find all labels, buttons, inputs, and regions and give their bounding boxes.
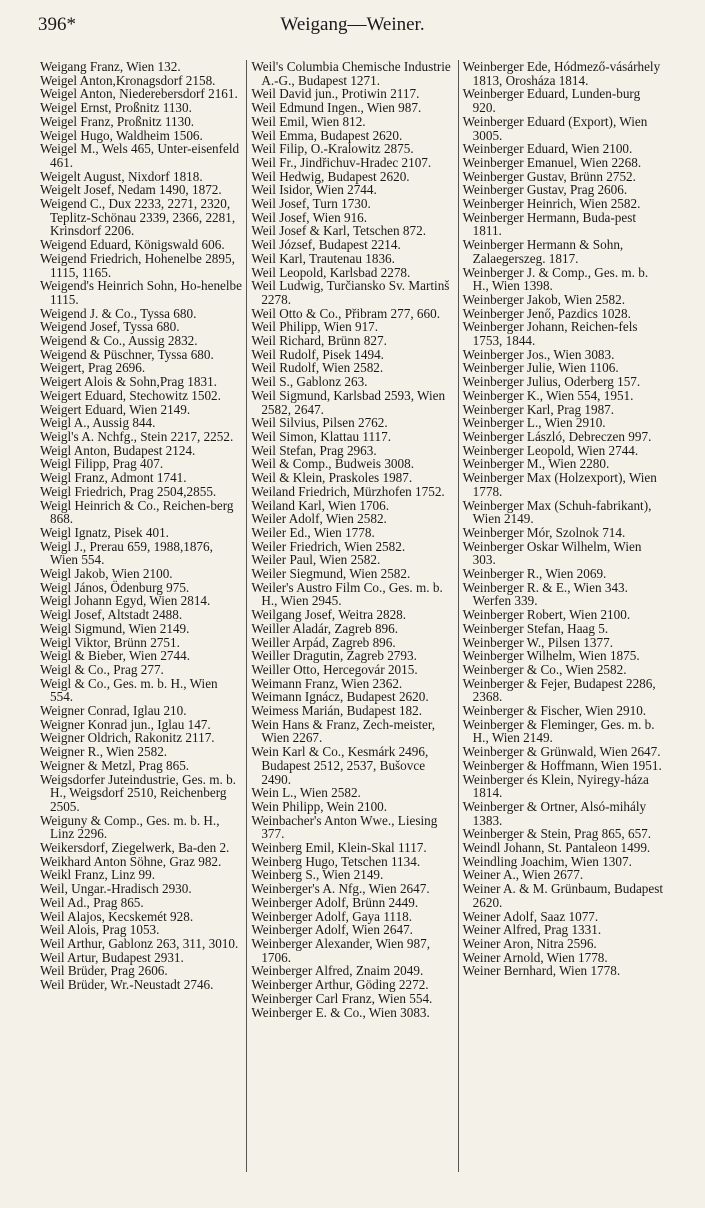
directory-entry: Weinberger & Stein, Prag 865, 657. [462,826,652,842]
directory-entry: Weinberger J. & Comp., Ges. m. b. H., Wien 1398. [462,264,649,294]
directory-entry: Weigl & Co., Ges. m. b. H., Wien 554. [40,675,218,705]
directory-entry: Weiner A. & M. Grünbaum, Budapest 2620. [462,881,664,910]
directory-entry: Weinberger Emanuel, Wien 2268. [462,154,642,170]
directory-entry: Weinberger & Grünwald, Wien 2647. [462,744,661,760]
directory-entry: Weil Silvius, Pilsen 2762. [251,415,388,431]
directory-entry: Weigner Konrad jun., Iglau 147. [40,716,211,732]
directory-entry: Weil Brüder, Wr.-Neustadt 2746. [40,977,214,993]
directory-entry: Weinberger M., Wien 2280. [462,456,610,472]
directory-entry: Weigl's A. Nchfg., Stein 2217, 2252. [40,428,234,444]
directory-entry: Weinberger & Co., Wien 2582. [462,661,627,677]
directory-entry: Weigend Friedrich, Hohenelbe 2895, 1115, 1165. [40,250,235,280]
directory-entry: Weigner Conrad, Iglau 210. [40,703,187,719]
directory-entry: Weigl Anton, Budapest 2124. [40,442,196,458]
directory-entry: Weiner Bernhard, Wien 1778. [462,963,621,979]
directory-entry: Weil Alajos, Kecskemét 928. [40,908,194,924]
directory-entry: Weil Josef & Karl, Tetschen 872. [251,223,426,239]
directory-entry: Weindl Johann, St. Pantaleon 1499. [462,840,651,856]
directory-entry: Weiner Arnold, Wien 1778. [462,949,608,965]
directory-entry: Weiner Adolf, Saaz 1077. [462,908,599,924]
directory-entry: Weigend Josef, Tyssa 680. [40,319,180,335]
directory-entry: Weikl Franz, Linz 99. [40,867,156,883]
directory-entry: Weinberger Oskar Wilhelm, Wien 303. [462,538,642,568]
directory-entry: Weinberger Adolf, Brünn 2449. [251,894,419,910]
directory-entry: Weigang Franz, Wien 132. [40,60,181,74]
directory-entry: Weiller Dragutin, Zagreb 2793. [251,648,417,664]
directory-entry: Weigend Eduard, Königswald 606. [40,237,225,253]
directory-entry: Weinberger Alfred, Znaim 2049. [251,963,424,979]
directory-entry: Wein Hans & Franz, Zech-meister, Wien 2267. [251,716,436,746]
directory-entry: Weinberger & Ortner, Alsó-mihály 1383. [462,798,647,828]
directory-columns [36,60,669,1172]
directory-entry: Weil Artur, Budapest 2931. [40,949,184,965]
directory-entry: Weindling Joachim, Wien 1307. [462,853,632,869]
directory-entry: Weigert Alois & Sohn,Prag 1831. [40,374,217,390]
directory-entry: Weinberger Adolf, Gaya 1118. [251,908,413,924]
directory-entry: Weinberger & Fleminger, Ges. m. b. H., Wien 2149. [462,716,655,746]
directory-entry: Weigend & Co., Aussig 2832. [40,333,198,349]
directory-entry: Weigelt August, Nixdorf 1818. [40,168,203,184]
directory-entry: Weil Alois, Prag 1053. [40,922,160,938]
directory-entry: Weinberger Karl, Prag 1987. [462,401,615,417]
directory-entry: Weinberger Ede, Hódmező-vásárhely 1813, Orosháza 1814. [462,60,661,88]
directory-entry: Wein L., Wien 2582. [251,785,361,801]
directory-entry: Weigner R., Wien 2582. [40,744,168,760]
directory-entry: Weinberger's A. Nfg., Wien 2647. [251,881,430,897]
directory-entry: Weiller Arpád, Zagreb 896. [251,634,396,650]
directory-entry: Weinberger & Hoffmann, Wien 1951. [462,757,662,773]
directory-entry: Weil Richard, Brünn 827. [251,333,387,349]
directory-entry: Weigner & Metzl, Prag 865. [40,757,190,773]
directory-entry: Weigend J. & Co., Tyssa 680. [40,305,197,321]
directory-entry: Weiler Friedrich, Wien 2582. [251,538,406,554]
directory-entry: Weigl Johann Egyd, Wien 2814. [40,593,211,609]
directory-entry: Weil's Columbia Chemische Industrie A.-G., Budapest 1271. [251,60,451,88]
directory-entry: Weinberger R., Wien 2069. [462,566,607,582]
directory-entry: Weiller Otto, Hercegovár 2015. [251,661,418,677]
directory-entry: Weiner Aron, Nitra 2596. [462,936,597,951]
directory-entry: Weiler Adolf, Wien 2582. [251,511,387,527]
directory-entry: Weigl János, Ödenburg 975. [40,579,190,595]
directory-entry: Weinberger E. & Co., Wien 3083. [251,1004,430,1020]
directory-entry: Weigl Jakob, Wien 2100. [40,566,173,582]
directory-entry: Weiler's Austro Film Co., Ges. m. b. H., Wien 2945. [251,579,443,609]
directory-entry: Weinberger Jos., Wien 3083. [462,346,615,362]
directory-entry: Weigl J., Prerau 659, 1988,1876, Wien 554. [40,538,213,568]
directory-entry: Weimann Franz, Wien 2362. [251,675,403,691]
directory-entry: Weinberger Adolf, Wien 2647. [251,922,413,938]
directory-entry: Weigl & Co., Prag 277. [40,661,164,677]
directory-entry: Weigner Oldrich, Rakonitz 2117. [40,730,215,746]
directory-entry: Weigelt Josef, Nedam 1490, 1872. [40,182,222,198]
directory-entry: Weil Arthur, Gablonz 263, 311, 3010. [40,936,239,951]
directory-entry: Weinberger Eduard (Export), Wien 3005. [462,113,648,143]
directory-entry: Weigert Eduard, Stechowitz 1502. [40,387,221,403]
directory-entry: Weigl Friedrich, Prag 2504,2855. [40,483,217,499]
directory-entry: Weigel Ernst, Proßnitz 1130. [40,100,192,116]
directory-entry: Weigl Franz, Admont 1741. [40,470,187,486]
directory-entry: Weinberg S., Wien 2149. [251,867,384,883]
directory-entry: Weinberger L., Wien 2910. [462,415,606,431]
directory-entry: Weil József, Budapest 2214. [251,237,401,253]
directory-entry: Weinberger Julius, Oderberg 157. [462,374,641,390]
directory-entry: Weigel Anton,Kronagsdorf 2158. [40,72,216,88]
directory-entry: Weinberg Hugo, Tetschen 1134. [251,853,421,869]
directory-entry: Weinberger Leopold, Wien 2744. [462,442,639,458]
directory-entry: Weiler Siegmund, Wien 2582. [251,566,411,582]
directory-entry: Weinberger & Fejer, Budapest 2286, 2368. [462,675,656,705]
directory-entry: Weiler Ed., Wien 1778. [251,524,375,540]
directory-entry: Weinberger Gustav, Prag 2606. [462,182,628,198]
page-header [38,14,667,40]
directory-entry: Weinberger K., Wien 554, 1951. [462,387,634,403]
directory-entry: Weigl & Bieber, Wien 2744. [40,648,190,664]
directory-entry: Weigsdorfer Juteindustrie, Ges. m. b. H., Weigsdorf 2510, Reichenberg 2505. [40,771,236,814]
directory-entry: Weigl Josef, Altstadt 2488. [40,607,183,623]
directory-entry: Weil Emil, Wien 812. [251,113,366,129]
directory-entry: Wein Philipp, Wein 2100. [251,798,388,814]
directory-entry: Weimann Ignácz, Budapest 2620. [251,689,429,705]
directory-entry: Weinberger R. & E., Wien 343. Werfen 339. [462,579,628,609]
directory-entry: Weigl Sigmund, Wien 2149. [40,620,190,636]
directory-entry: Weil Ludwig, Turčiansko Sv. Martinš 2278. [251,278,450,307]
directory-entry: Weigel Hugo, Waldheim 1506. [40,127,203,143]
directory-entry: Weil Josef, Turn 1730. [251,196,371,212]
directory-entry: Weigend's Heinrich Sohn, Ho-henelbe 1115. [40,278,243,307]
directory-entry: Weinberger Max (Schuh-fabrikant), Wien 2149. [462,497,652,527]
directory-entry: Weinberger Carl Franz, Wien 554. [251,990,433,1006]
directory-entry: Weigl Ignatz, Pisek 401. [40,524,169,540]
directory-entry: Weigel M., Wels 465, Unter-eisenfeld 461. [40,141,240,170]
directory-entry: Weinberger Hermann, Buda-pest 1811. [462,209,637,239]
directory-entry: Weinberger Stefan, Haag 5. [462,620,609,636]
directory-entry: Weigel Anton, Niederebersdorf 2161. [40,86,238,102]
column-3 [458,60,669,1172]
directory-entry: Weinberger Eduard, Lunden-burg 920. [462,86,641,116]
directory-entry: Weinberger Robert, Wien 2100. [462,607,631,623]
directory-entry: Weil Simon, Klattau 1117. [251,428,392,444]
directory-entry: Weinberger Wilhelm, Wien 1875. [462,648,640,664]
directory-entry: Weikhard Anton Söhne, Graz 982. [40,853,222,869]
directory-entry: Weigel Franz, Proßnitz 1130. [40,113,195,129]
directory-entry: Weil Brüder, Prag 2606. [40,963,168,979]
directory-entry: Weil Sigmund, Karlsbad 2593, Wien 2582, 2647. [251,387,446,417]
directory-entry: Weil Karl, Trautenau 1836. [251,250,395,266]
directory-entry: Weigend & Püschner, Tyssa 680. [40,346,214,362]
directory-entry: Weiland Friedrich, Mürzhofen 1752. [251,483,445,499]
directory-entry: Weinberger Gustav, Brünn 2752. [462,168,636,184]
directory-entry: Weil, Ungar.-Hradisch 2930. [40,881,192,897]
directory-entry: Weil Fr., Jindřichuv-Hradec 2107. [251,154,432,170]
directory-entry: Weil Stefan, Prag 2963. [251,442,377,458]
directory-entry: Weigl Filipp, Prag 407. [40,456,164,472]
directory-entry: Weimess Marián, Budapest 182. [251,703,423,719]
directory-entry: Weil Filip, O.-Kralowitz 2875. [251,141,414,157]
directory-entry: Weil Emma, Budapest 2620. [251,127,403,143]
page-number: 396* [38,14,76,35]
directory-entry: Weigl A., Aussig 844. [40,415,156,431]
directory-entry: Weigl Viktor, Brünn 2751. [40,634,180,650]
directory-entry: Weinberger László, Debreczen 997. [462,428,652,444]
column-2 [246,60,457,1172]
directory-entry: Weinberger Eduard, Wien 2100. [462,141,633,157]
directory-entry: Weiner A., Wien 2677. [462,867,584,883]
directory-entry: Weil Ad., Prag 865. [40,894,144,910]
directory-entry: Weil Rudolf, Wien 2582. [251,360,384,376]
column-1 [36,60,246,1172]
directory-entry: Weigert, Prag 2696. [40,360,146,376]
directory-entry: Weigert Eduard, Wien 2149. [40,401,191,417]
directory-entry: Weinberger Hermann & Sohn, Zalaegerszeg. 1817. [462,237,624,266]
page-title: Weigang—Weiner. [280,14,425,35]
directory-entry: Weil Leopold, Karlsbad 2278. [251,264,411,280]
directory-entry: Weiner Alfred, Prag 1331. [462,922,602,938]
directory-entry: Weinberger Jenő, Pazdics 1028. [462,305,631,321]
directory-entry: Weiguny & Comp., Ges. m. b. H., Linz 2296. [40,812,220,842]
directory-entry: Weinberger Julie, Wien 1106. [462,360,619,376]
directory-entry: Weinberger és Klein, Nyiregy-háza 1814. [462,771,649,801]
directory-entry: Weil Hedwig, Budapest 2620. [251,168,410,184]
directory-entry: Weinberger Max (Holzexport), Wien 1778. [462,470,657,499]
directory-entry: Weinberg Emil, Klein-Skal 1117. [251,840,427,856]
directory-entry: Weiller Aladár, Zagreb 896. [251,620,399,636]
directory-entry: Weil Otto & Co., Přibram 277, 660. [251,305,441,321]
directory-entry: Weinberger Jakob, Wien 2582. [462,291,626,307]
directory-entry: Weinberger W., Pilsen 1377. [462,634,613,650]
directory-entry: Weil Josef, Wien 916. [251,209,368,225]
directory-entry: Weinberger & Fischer, Wien 2910. [462,703,647,719]
directory-entry: Weinbacher's Anton Wwe., Liesing 377. [251,812,438,842]
directory-entry: Weil Isidor, Wien 2744. [251,182,377,198]
directory-entry: Weil S., Gablonz 263. [251,374,368,390]
directory-entry: Weil & Comp., Budweis 3008. [251,456,415,472]
directory-entry: Weinberger Arthur, Göding 2272. [251,977,429,993]
directory-entry: Weinberger Mór, Szolnok 714. [462,524,626,540]
directory-entry: Weikersdorf, Ziegelwerk, Ba-den 2. [40,840,230,856]
directory-entry: Weil David jun., Protiwin 2117. [251,86,420,102]
directory-entry: Weil Philipp, Wien 917. [251,319,379,335]
directory-entry: Weiler Paul, Wien 2582. [251,552,381,568]
directory-entry: Wein Karl & Co., Kesmárk 2496, Budapest 2512, 2537, Bušovce 2490. [251,744,429,787]
directory-entry: Weiland Karl, Wien 1706. [251,497,390,513]
directory-entry: Weilgang Josef, Weitra 2828. [251,607,407,623]
directory-entry: Weinberger Heinrich, Wien 2582. [462,196,641,212]
directory-entry: Weil Rudolf, Pisek 1494. [251,346,384,362]
directory-entry: Weinberger Johann, Reichen-fels 1753, 1844. [462,319,638,349]
directory-entry: Weigend C., Dux 2233, 2271, 2320, Teplitz-Schönau 2339, 2366, 2281, Krinsdorf 2206. [40,196,236,239]
directory-entry: Weil Edmund Ingen., Wien 987. [251,100,422,116]
directory-entry: Weinberger Alexander, Wien 987, 1706. [251,936,430,965]
directory-entry: Weigl Heinrich & Co., Reichen-berg 868. [40,497,234,527]
directory-entry: Weil & Klein, Praskoles 1987. [251,470,413,486]
